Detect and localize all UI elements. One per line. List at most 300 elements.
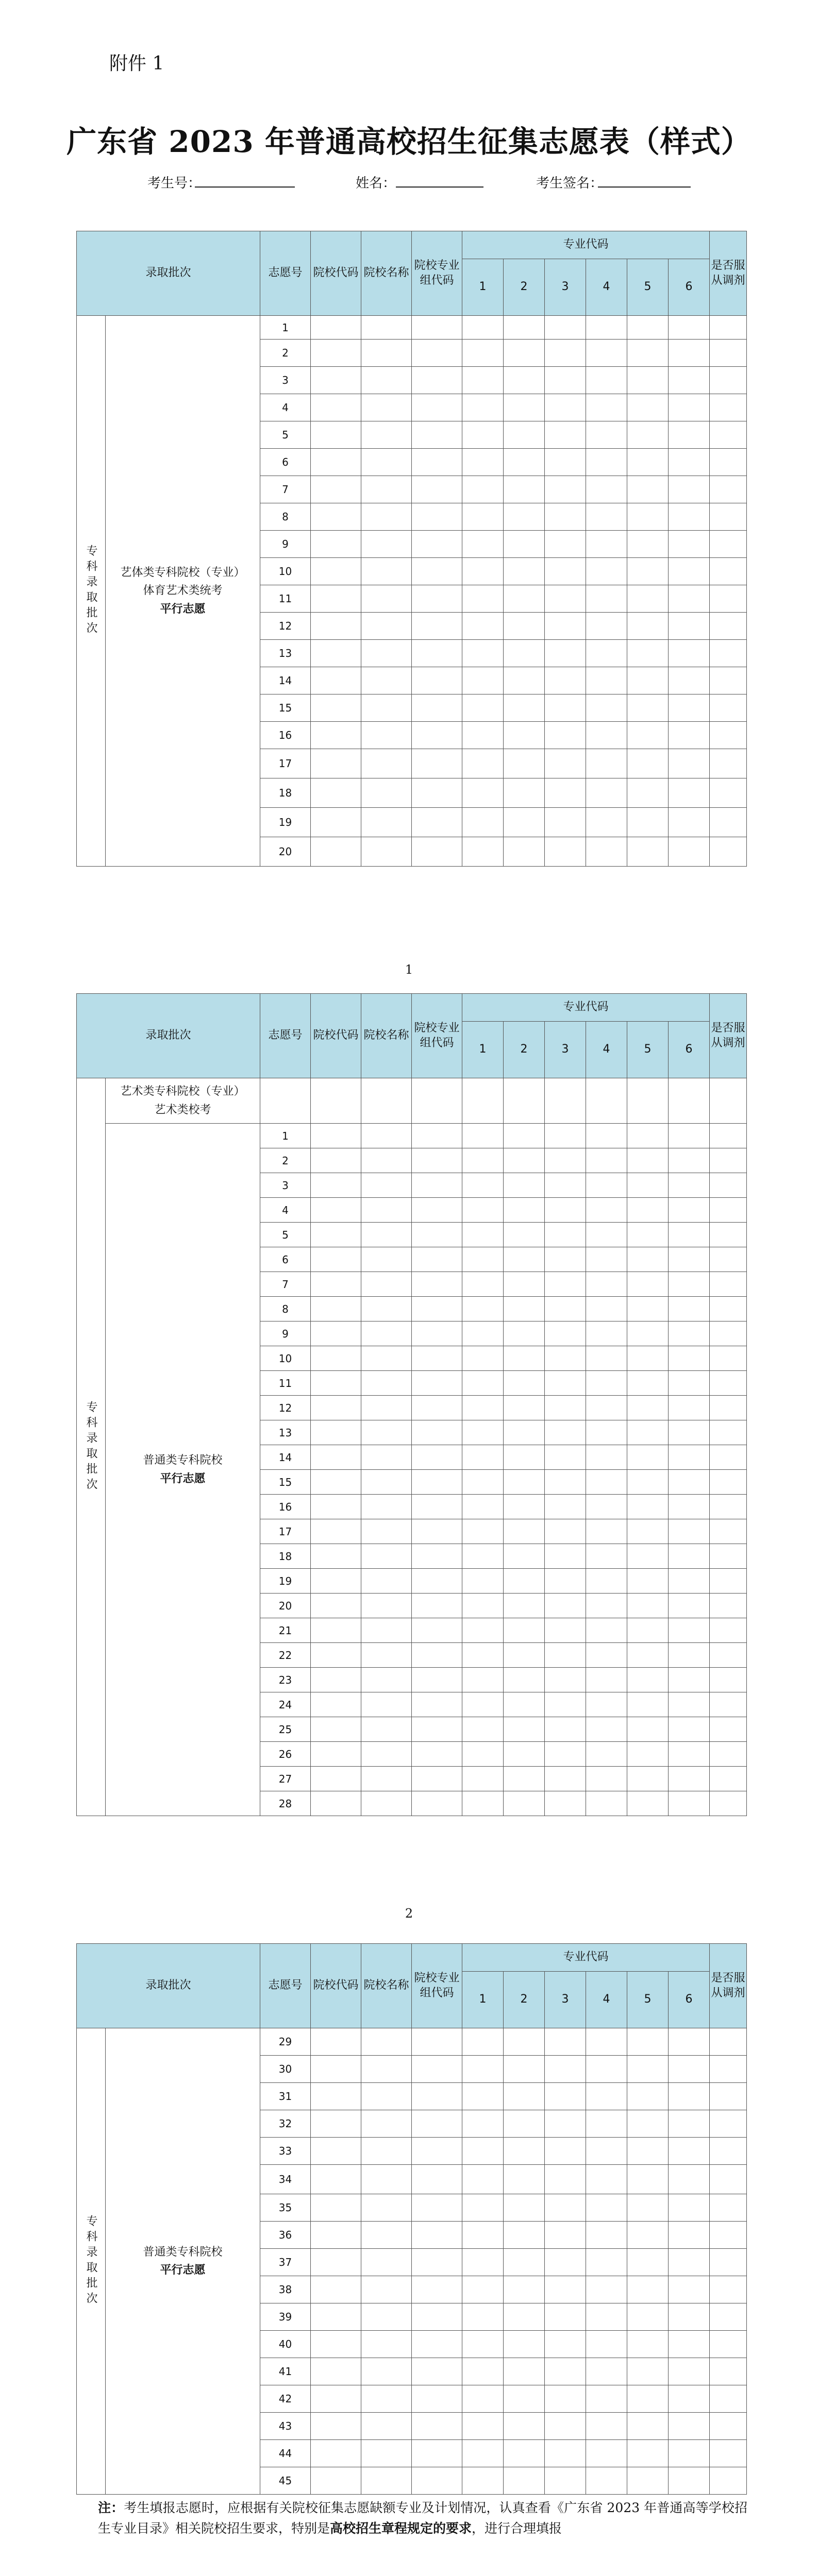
entry-cell[interactable] [361,1594,412,1618]
entry-cell[interactable] [669,2331,710,2358]
entry-cell[interactable] [669,476,710,503]
entry-cell[interactable] [586,2165,627,2194]
entry-cell[interactable] [669,421,710,449]
entry-cell[interactable] [627,340,669,367]
entry-cell[interactable] [586,1791,627,1816]
entry-cell[interactable] [504,1569,545,1594]
entry-cell[interactable] [412,449,462,476]
entry-cell[interactable] [669,2303,710,2331]
entry-cell[interactable] [669,1346,710,1371]
entry-cell[interactable] [361,1668,412,1692]
entry-cell[interactable] [504,558,545,585]
entry-cell[interactable] [710,367,747,394]
entry-cell[interactable] [545,1692,586,1717]
entry-cell[interactable] [710,640,747,667]
entry-cell[interactable] [545,1078,586,1124]
entry-cell[interactable] [627,1470,669,1495]
entry-cell[interactable] [710,421,747,449]
entry-cell[interactable] [627,1742,669,1767]
entry-cell[interactable] [311,1742,361,1767]
entry-cell[interactable] [545,749,586,778]
entry-cell[interactable] [504,503,545,531]
entry-cell[interactable] [669,1148,710,1173]
entry-cell[interactable] [710,2331,747,2358]
entry-cell[interactable] [504,1173,545,1198]
entry-cell[interactable] [462,2440,504,2467]
entry-cell[interactable] [710,2222,747,2249]
entry-cell[interactable] [462,2385,504,2413]
entry-cell[interactable] [462,1717,504,1742]
entry-cell[interactable] [545,808,586,837]
entry-cell[interactable] [669,1692,710,1717]
entry-cell[interactable] [586,1594,627,1618]
entry-cell[interactable] [545,558,586,585]
entry-cell[interactable] [311,2222,361,2249]
entry-cell[interactable] [504,640,545,667]
entry-cell[interactable] [361,1297,412,1321]
entry-cell[interactable] [462,2222,504,2249]
entry-cell[interactable] [627,808,669,837]
entry-cell[interactable] [545,1420,586,1445]
entry-cell[interactable] [311,340,361,367]
entry-cell[interactable] [412,2358,462,2385]
entry-cell[interactable] [504,316,545,340]
entry-cell[interactable] [504,1272,545,1297]
entry-cell[interactable] [311,1078,361,1124]
entry-cell[interactable] [669,1767,710,1791]
entry-cell[interactable] [311,2303,361,2331]
entry-cell[interactable] [586,476,627,503]
entry-cell[interactable] [710,558,747,585]
entry-cell[interactable] [710,503,747,531]
entry-cell[interactable] [462,1078,504,1124]
entry-cell[interactable] [586,2358,627,2385]
entry-cell[interactable] [412,1717,462,1742]
entry-cell[interactable] [361,2358,412,2385]
entry-cell[interactable] [627,2385,669,2413]
entry-cell[interactable] [462,1470,504,1495]
entry-cell[interactable] [669,1223,710,1247]
entry-cell[interactable] [669,722,710,749]
entry-cell[interactable] [412,1198,462,1223]
entry-cell[interactable] [311,558,361,585]
entry-cell[interactable] [412,694,462,722]
entry-cell[interactable] [545,1618,586,1643]
entry-cell[interactable] [710,2440,747,2467]
entry-cell[interactable] [361,1519,412,1544]
entry-cell[interactable] [586,585,627,613]
entry-cell[interactable] [586,1420,627,1445]
entry-cell[interactable] [504,2467,545,2495]
entry-cell[interactable] [627,558,669,585]
entry-cell[interactable] [545,2165,586,2194]
entry-cell[interactable] [710,1272,747,1297]
entry-cell[interactable] [462,1173,504,1198]
entry-cell[interactable] [545,2194,586,2222]
entry-cell[interactable] [586,1692,627,1717]
entry-cell[interactable] [311,2413,361,2440]
entry-cell[interactable] [412,837,462,867]
entry-cell[interactable] [627,667,669,694]
entry-cell[interactable] [669,2110,710,2138]
entry-cell[interactable] [627,2222,669,2249]
entry-cell[interactable] [586,2028,627,2056]
entry-cell[interactable] [669,1643,710,1668]
entry-cell[interactable] [361,2110,412,2138]
entry-cell[interactable] [462,837,504,867]
entry-cell[interactable] [504,2222,545,2249]
entry-cell[interactable] [710,2467,747,2495]
entry-cell[interactable] [462,778,504,808]
entry-cell[interactable] [412,2194,462,2222]
entry-cell[interactable] [462,2467,504,2495]
entry-cell[interactable] [627,778,669,808]
entry-cell[interactable] [361,1618,412,1643]
entry-cell[interactable] [710,2138,747,2165]
entry-cell[interactable] [311,1692,361,1717]
entry-cell[interactable] [504,667,545,694]
entry-cell[interactable] [412,1767,462,1791]
entry-cell[interactable] [586,1346,627,1371]
entry-cell[interactable] [710,1594,747,1618]
entry-cell[interactable] [412,394,462,421]
entry-cell[interactable] [586,2194,627,2222]
entry-cell[interactable] [311,1198,361,1223]
entry-cell[interactable] [627,1495,669,1519]
entry-cell[interactable] [311,1495,361,1519]
entry-cell[interactable] [412,1173,462,1198]
entry-cell[interactable] [669,749,710,778]
entry-cell[interactable] [504,2385,545,2413]
entry-cell[interactable] [545,1396,586,1420]
entry-cell[interactable] [586,1717,627,1742]
entry-cell[interactable] [627,2358,669,2385]
entry-cell[interactable] [627,1371,669,1396]
entry-cell[interactable] [710,1297,747,1321]
entry-cell[interactable] [361,2056,412,2083]
entry-cell[interactable] [710,1346,747,1371]
entry-cell[interactable] [311,1247,361,1272]
entry-cell[interactable] [627,1767,669,1791]
entry-cell[interactable] [545,1569,586,1594]
entry-cell[interactable] [361,340,412,367]
entry-cell[interactable] [462,1346,504,1371]
entry-cell[interactable] [504,2138,545,2165]
entry-cell[interactable] [669,2413,710,2440]
entry-cell[interactable] [361,1791,412,1816]
entry-cell[interactable] [504,1247,545,1272]
entry-cell[interactable] [627,2056,669,2083]
entry-cell[interactable] [311,1569,361,1594]
entry-cell[interactable] [545,1272,586,1297]
entry-cell[interactable] [669,1124,710,1148]
entry-cell[interactable] [504,394,545,421]
entry-cell[interactable] [586,778,627,808]
entry-cell[interactable] [545,531,586,558]
entry-cell[interactable] [361,1321,412,1346]
entry-cell[interactable] [627,640,669,667]
entry-cell[interactable] [669,2056,710,2083]
entry-cell[interactable] [627,316,669,340]
entry-cell[interactable] [710,2358,747,2385]
entry-cell[interactable] [504,1495,545,1519]
entry-cell[interactable] [462,1272,504,1297]
entry-cell[interactable] [311,1618,361,1643]
entry-cell[interactable] [412,640,462,667]
entry-cell[interactable] [412,1569,462,1594]
entry-cell[interactable] [311,2440,361,2467]
entry-cell[interactable] [412,1594,462,1618]
entry-cell[interactable] [627,1594,669,1618]
entry-cell[interactable] [545,367,586,394]
entry-cell[interactable] [545,2138,586,2165]
entry-cell[interactable] [504,367,545,394]
entry-cell[interactable] [311,1668,361,1692]
entry-cell[interactable] [669,340,710,367]
entry-cell[interactable] [669,2194,710,2222]
entry-cell[interactable] [412,749,462,778]
entry-cell[interactable] [504,1544,545,1569]
entry-cell[interactable] [361,1717,412,1742]
entry-cell[interactable] [504,2276,545,2303]
entry-cell[interactable] [586,316,627,340]
entry-cell[interactable] [627,1078,669,1124]
entry-cell[interactable] [412,613,462,640]
entry-cell[interactable] [627,2413,669,2440]
entry-cell[interactable] [412,778,462,808]
entry-cell[interactable] [545,1124,586,1148]
entry-cell[interactable] [710,2249,747,2276]
entry-cell[interactable] [412,585,462,613]
entry-cell[interactable] [504,449,545,476]
entry-cell[interactable] [545,2385,586,2413]
entry-cell[interactable] [311,1124,361,1148]
entry-cell[interactable] [361,778,412,808]
entry-cell[interactable] [361,2138,412,2165]
entry-cell[interactable] [586,613,627,640]
entry-cell[interactable] [586,421,627,449]
entry-cell[interactable] [412,722,462,749]
entry-cell[interactable] [462,1544,504,1569]
entry-cell[interactable] [361,1692,412,1717]
entry-cell[interactable] [311,722,361,749]
entry-cell[interactable] [586,1396,627,1420]
entry-cell[interactable] [545,1519,586,1544]
entry-cell[interactable] [412,421,462,449]
entry-cell[interactable] [545,1346,586,1371]
entry-cell[interactable] [586,2413,627,2440]
entry-cell[interactable] [710,722,747,749]
entry-cell[interactable] [586,1148,627,1173]
entry-cell[interactable] [669,1791,710,1816]
entry-cell[interactable] [504,2249,545,2276]
entry-cell[interactable] [669,778,710,808]
entry-cell[interactable] [311,2194,361,2222]
entry-cell[interactable] [545,2358,586,2385]
entry-cell[interactable] [361,2440,412,2467]
entry-cell[interactable] [669,2276,710,2303]
entry-cell[interactable] [361,316,412,340]
entry-cell[interactable] [504,1346,545,1371]
entry-cell[interactable] [669,1717,710,1742]
entry-cell[interactable] [627,1643,669,1668]
entry-cell[interactable] [412,2276,462,2303]
entry-cell[interactable] [361,1124,412,1148]
entry-cell[interactable] [412,2056,462,2083]
entry-cell[interactable] [311,449,361,476]
entry-cell[interactable] [504,2083,545,2110]
entry-cell[interactable] [361,449,412,476]
entry-cell[interactable] [586,1519,627,1544]
entry-cell[interactable] [627,2165,669,2194]
entry-cell[interactable] [627,749,669,778]
entry-cell[interactable] [311,1148,361,1173]
entry-cell[interactable] [311,2110,361,2138]
entry-cell[interactable] [710,2083,747,2110]
entry-cell[interactable] [462,1594,504,1618]
entry-cell[interactable] [361,2222,412,2249]
entry-cell[interactable] [412,503,462,531]
entry-cell[interactable] [586,749,627,778]
entry-cell[interactable] [311,1272,361,1297]
entry-cell[interactable] [627,1544,669,1569]
entry-cell[interactable] [710,1148,747,1173]
entry-cell[interactable] [627,1618,669,1643]
exam-no-field[interactable] [195,187,295,188]
entry-cell[interactable] [669,1198,710,1223]
entry-cell[interactable] [586,1742,627,1767]
entry-cell[interactable] [412,1247,462,1272]
entry-cell[interactable] [669,1396,710,1420]
entry-cell[interactable] [710,1643,747,1668]
entry-cell[interactable] [669,1297,710,1321]
entry-cell[interactable] [311,2276,361,2303]
entry-cell[interactable] [669,1078,710,1124]
entry-cell[interactable] [361,808,412,837]
entry-cell[interactable] [462,2056,504,2083]
entry-cell[interactable] [545,778,586,808]
entry-cell[interactable] [710,1767,747,1791]
entry-cell[interactable] [627,531,669,558]
entry-cell[interactable] [669,1247,710,1272]
entry-cell[interactable] [627,1692,669,1717]
entry-cell[interactable] [504,1767,545,1791]
entry-cell[interactable] [545,394,586,421]
entry-cell[interactable] [710,667,747,694]
entry-cell[interactable] [361,2083,412,2110]
entry-cell[interactable] [627,2331,669,2358]
entry-cell[interactable] [361,1272,412,1297]
entry-cell[interactable] [504,1321,545,1346]
entry-cell[interactable] [311,1767,361,1791]
entry-cell[interactable] [504,340,545,367]
entry-cell[interactable] [586,1124,627,1148]
entry-cell[interactable] [586,2440,627,2467]
entry-cell[interactable] [361,1445,412,1470]
entry-cell[interactable] [504,1742,545,1767]
entry-cell[interactable] [586,1371,627,1396]
entry-cell[interactable] [311,476,361,503]
entry-cell[interactable] [361,1396,412,1420]
entry-cell[interactable] [669,1420,710,1445]
entry-cell[interactable] [462,1767,504,1791]
entry-cell[interactable] [710,808,747,837]
entry-cell[interactable] [669,585,710,613]
entry-cell[interactable] [710,1371,747,1396]
entry-cell[interactable] [311,1321,361,1346]
entry-cell[interactable] [462,1445,504,1470]
entry-cell[interactable] [545,1594,586,1618]
entry-cell[interactable] [361,694,412,722]
entry-cell[interactable] [311,640,361,667]
entry-cell[interactable] [504,694,545,722]
entry-cell[interactable] [669,1519,710,1544]
entry-cell[interactable] [586,1272,627,1297]
entry-cell[interactable] [412,1396,462,1420]
entry-cell[interactable] [361,1198,412,1223]
entry-cell[interactable] [504,1148,545,1173]
entry-cell[interactable] [412,1124,462,1148]
entry-cell[interactable] [710,2056,747,2083]
entry-cell[interactable] [361,2165,412,2194]
entry-cell[interactable] [627,1173,669,1198]
entry-cell[interactable] [361,476,412,503]
entry-cell[interactable] [710,2303,747,2331]
entry-cell[interactable] [545,667,586,694]
entry-cell[interactable] [710,316,747,340]
entry-cell[interactable] [412,558,462,585]
entry-cell[interactable] [710,778,747,808]
entry-cell[interactable] [710,1078,747,1124]
entry-cell[interactable] [669,2358,710,2385]
entry-cell[interactable] [669,1272,710,1297]
entry-cell[interactable] [545,2028,586,2056]
entry-cell[interactable] [669,1618,710,1643]
signature-field[interactable] [598,187,691,188]
entry-cell[interactable] [361,1495,412,1519]
entry-cell[interactable] [412,367,462,394]
entry-cell[interactable] [627,2138,669,2165]
entry-cell[interactable] [361,2249,412,2276]
entry-cell[interactable] [311,1223,361,1247]
entry-cell[interactable] [412,1223,462,1247]
entry-cell[interactable] [586,1297,627,1321]
entry-cell[interactable] [669,2165,710,2194]
entry-cell[interactable] [627,1420,669,1445]
entry-cell[interactable] [627,1519,669,1544]
entry-cell[interactable] [462,1519,504,1544]
entry-cell[interactable] [669,2138,710,2165]
entry-cell[interactable] [545,1742,586,1767]
entry-cell[interactable] [627,1717,669,1742]
entry-cell[interactable] [311,749,361,778]
entry-cell[interactable] [586,2385,627,2413]
entry-cell[interactable] [545,2413,586,2440]
entry-cell[interactable] [311,1791,361,1816]
entry-cell[interactable] [627,2440,669,2467]
entry-cell[interactable] [361,421,412,449]
entry-cell[interactable] [311,1396,361,1420]
entry-cell[interactable] [669,1668,710,1692]
entry-cell[interactable] [669,1594,710,1618]
entry-cell[interactable] [669,1173,710,1198]
entry-cell[interactable] [462,1643,504,1668]
entry-cell[interactable] [504,808,545,837]
entry-cell[interactable] [504,2110,545,2138]
entry-cell[interactable] [669,1569,710,1594]
entry-cell[interactable] [504,837,545,867]
entry-cell[interactable] [586,694,627,722]
